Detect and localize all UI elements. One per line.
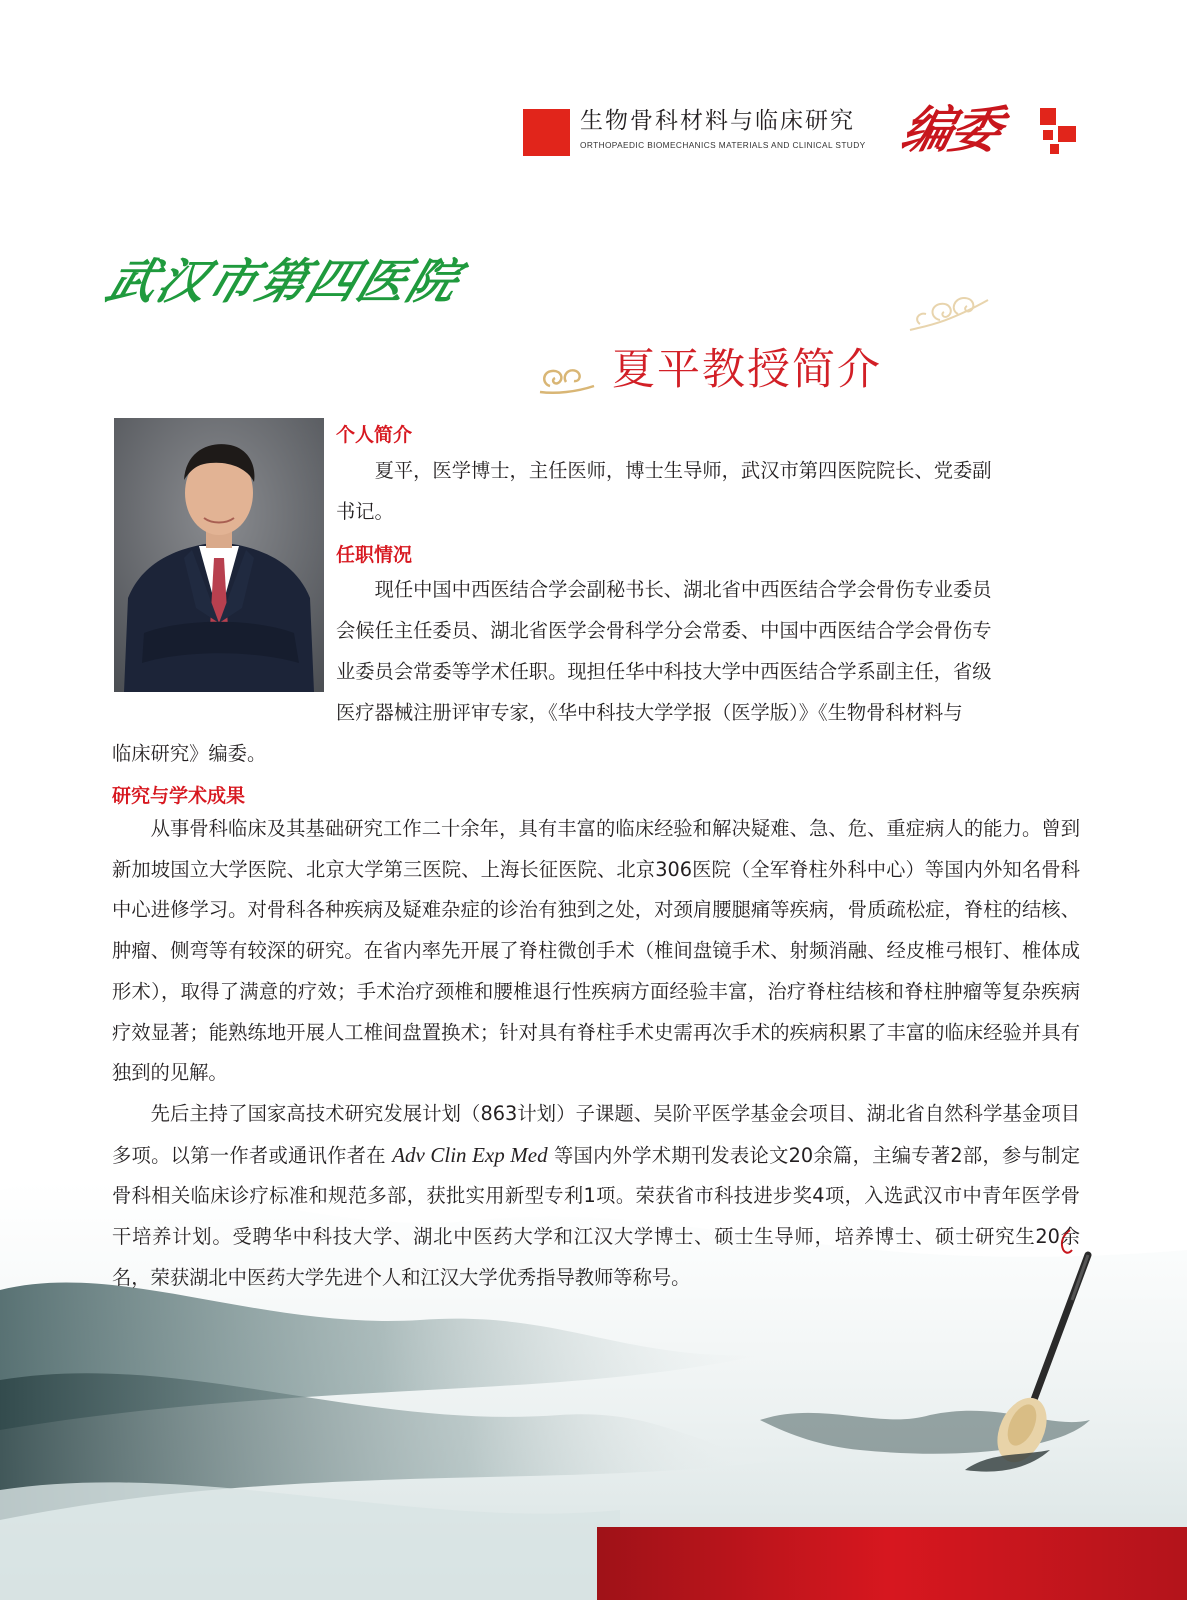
positions-line: 业委员会常委等学术任职。现担任华中科技大学中西医结合学系副主任，省级 — [336, 660, 992, 683]
section-heading-positions: 任职情况 — [336, 544, 413, 566]
auspicious-cloud-icon — [536, 362, 596, 398]
auspicious-cloud-icon — [900, 290, 990, 338]
hospital-name-calligraphy: 武汉市第四医院 — [99, 254, 468, 310]
section-heading-profile: 个人简介 — [336, 424, 413, 446]
section-heading-research: 研究与学术成果 — [112, 785, 246, 807]
positions-line: 医疗器械注册评审专家，《华中科技大学学报（医学版）》《生物骨科材料与 — [336, 701, 963, 724]
footer-red-bar — [597, 1527, 1187, 1600]
header-decorative-blocks — [1040, 108, 1080, 156]
profile-line: 书记。 — [336, 500, 394, 523]
research-text: 等国内外学术期刊发表论文20余篇，主编专著2部，参与制定骨科相关临床诊疗标准和规范多部，获批实用新型专利1项。荣获省市科技进步奖4项，入选武汉市中青年医学骨干培养计划。受聘华中科技大学、湖北中医药大学和江汉大学博士、硕士生导师，培养博士、硕士研究生20余名，荣获湖北中医药大学先进个人和江汉大学优秀指导教师等称号。 — [112, 1143, 1080, 1289]
positions-line: 临床研究》编委。 — [112, 742, 267, 765]
positions-line: 会候任主任委员、湖北省医学会骨科学分会常委、中国中西医结合学会骨伤专 — [336, 619, 992, 642]
portrait-photo — [114, 418, 324, 692]
journal-title: 生物骨科材料与临床研究 — [580, 108, 855, 134]
page-title: 夏平教授简介 — [612, 345, 882, 395]
journal-name: Adv Clin Exp Med — [392, 1142, 548, 1167]
header-red-square — [523, 109, 570, 156]
editorial-board-calligraphy: 编委 — [895, 100, 1007, 159]
profile-line: 夏平，医学博士，主任医师，博士生导师，武汉市第四医院院长、党委副 — [374, 459, 992, 482]
research-text: 先后主持了国家高技术研究发展计划（863计划）子课题、吴阶平医学基金会项目、湖北省自然科学基金项目多项。以第一作者或通讯作者在 — [112, 1102, 1080, 1167]
research-paragraph: 从事骨科临床及其基础研究工作二十余年，具有丰富的临床经验和解决疑难、急、危、重症病人的能力。曾到新加坡国立大学医院、北京大学第三医院、上海长征医院、北京306医院（全军脊柱外科中心）等国内外知名骨科中心进修学习。对骨科各种疾病及疑难杂症的诊治有独到之处，对颈肩腰腿痛等疾病，骨质疏松症，脊柱的结核、肿瘤、侧弯等有较深的研究。在省内率先开展了脊柱微创手术（椎间盘镜手术、射频消融、经皮椎弓根钉、椎体成形术），取得了满意的疗效；手术治疗颈椎和腰椎退行性疾病方面经验丰富，治疗脊柱结核和脊柱肿瘤等复杂疾病疗效显著；能熟练地开展人工椎间盘置换术；针对具有脊柱手术史需再次手术的疾病积累了丰富的临床经验并具有独到的见解。 — [112, 817, 1080, 1085]
research-paragraph — [112, 1094, 1080, 1299]
journal-subtitle: ORTHOPAEDIC BIOMECHANICS MATERIALS AND CLINICAL STUDY — [580, 140, 866, 150]
positions-line: 现任中国中西医结合学会副秘书长、湖北省中西医结合学会骨伤专业委员 — [374, 578, 992, 601]
